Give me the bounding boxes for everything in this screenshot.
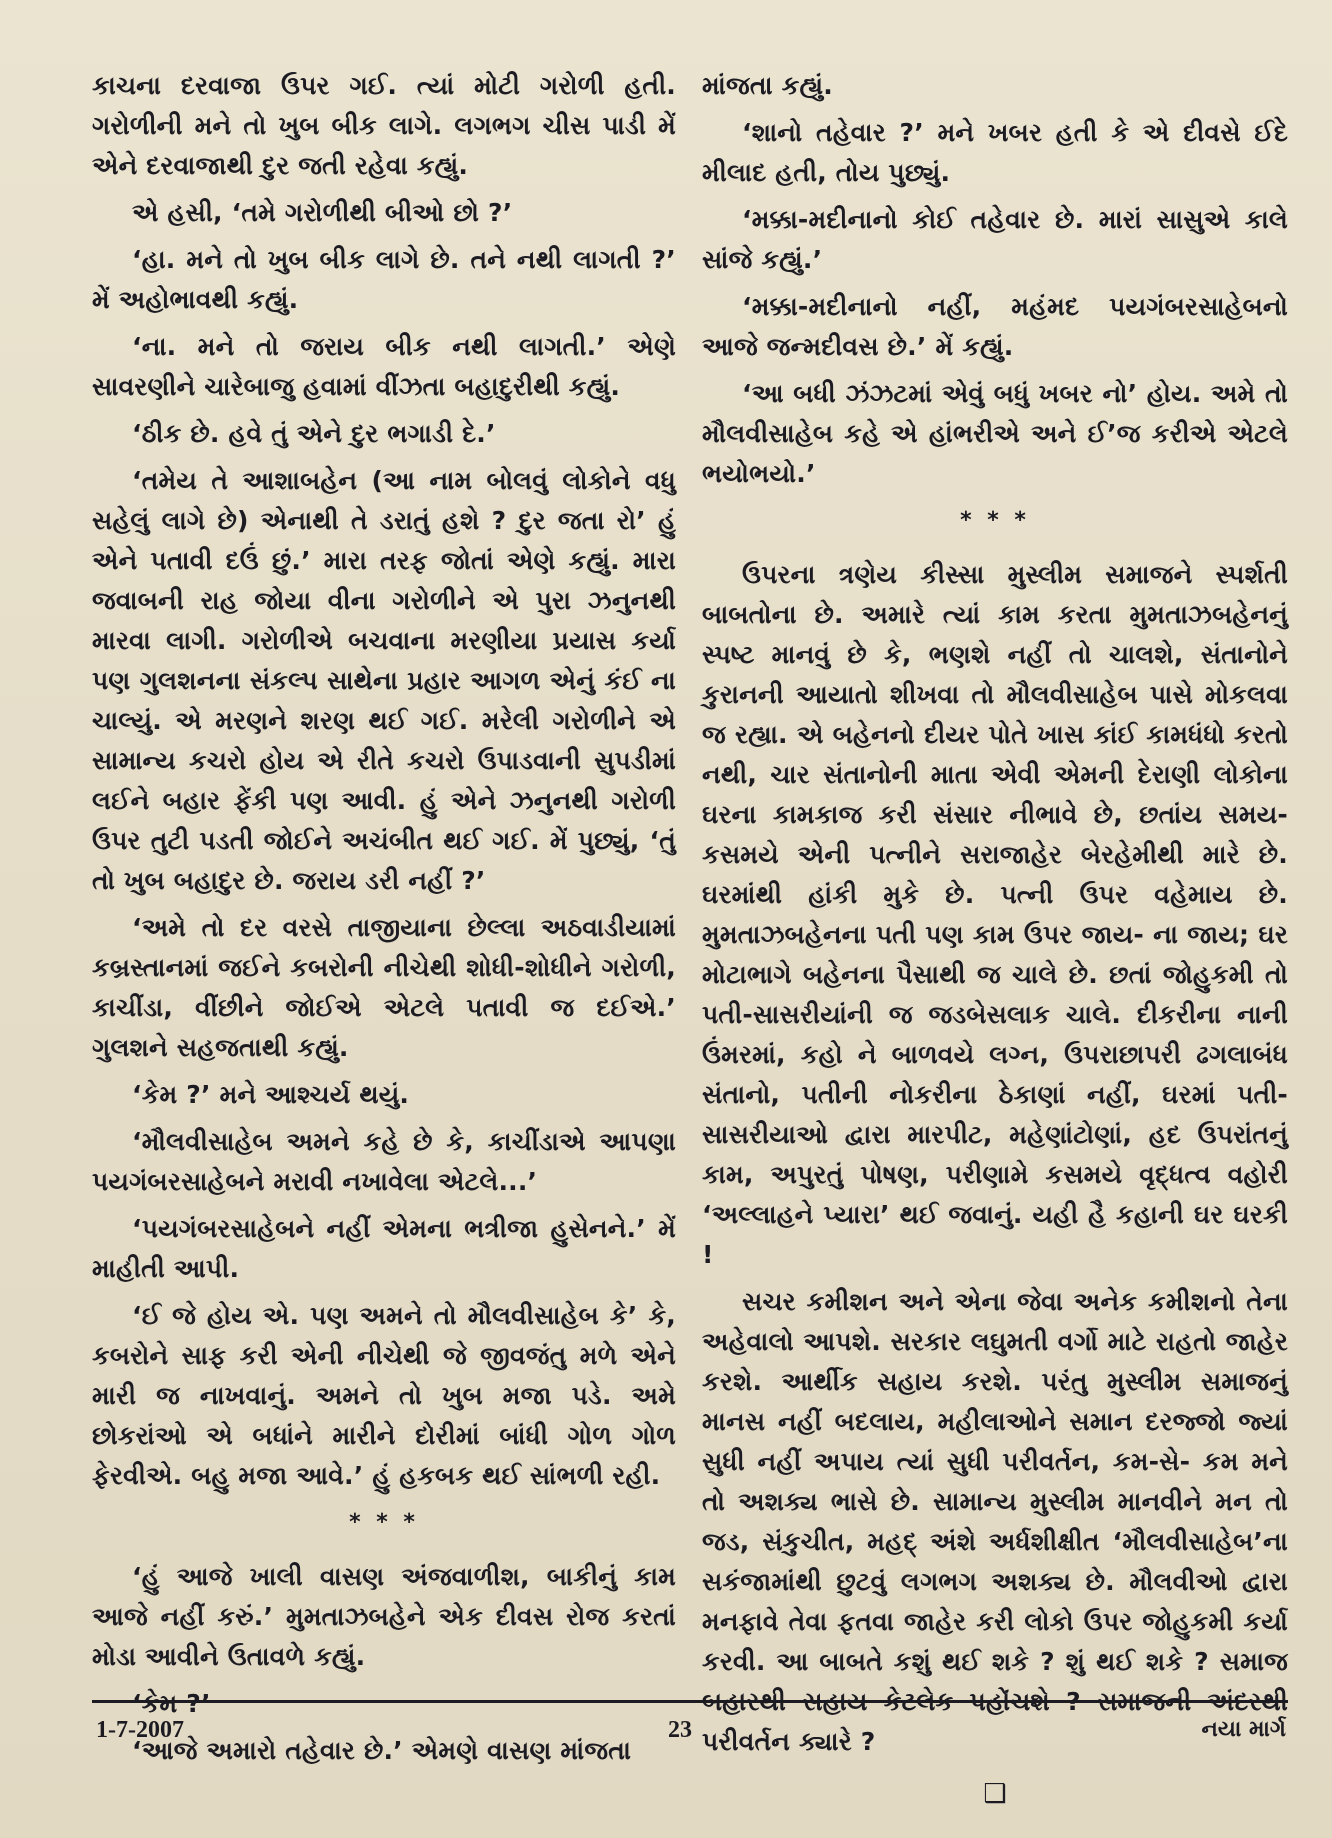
left-paragraph: ‘તમેય તે આશાબહેન (આ નામ બોલવું લોકોને વધુ સહેલું લાગે છે) એનાથી તે ડરાતું હશે ? દુર જતા રો’ હું એને પતાવી દઉં છું.’ મારા તરફ જોતાં એણે કહ્યું. મારા જવાબની રાહ જોયા વીના ગરોળીને એ પુરા ઝનુનથી મારવા લાગી. ગરોળીએ બચવાના મરણીયા પ્રયાસ કર્યા પણ ગુલશનના સંકલ્પ સાથેના પ્રહાર આગળ એનું કંઈ ના ચાલ્યું. એ મરણને શરણ થઈ ગઈ. મરેલી ગરોળીને એ સામાન્ય કચરો હોય એ રીતે કચરો ઉપાડવાની સુપડીમાં લઈને બહાર ફેંકી પણ આવી. હું એને ઝનુનથી ગરોળી ઉપર તુટી પડતી જોઈને અચંબીત થઈ ગઈ. મેં પુછ્યું, ‘તું તો ખુબ બહાદુર છે. જરાય ડરી નહીં ?’ (92, 466, 676, 895)
end-of-article-icon: ❑ (983, 1779, 1007, 1809)
left-paragraph: એ હસી, ‘તમે ગરોળીથી બીઓ છો ?’ (132, 198, 513, 227)
left-paragraph: ‘ઠીક છે. હવે તું એને દુર ભગાડી દે.’ (132, 419, 496, 448)
magazine-name: નયા માર્ગ (1201, 1717, 1286, 1742)
left-paragraph: ‘ના. મને તો જરાય બીક નથી લાગતી.’ એણે સાવરણીને ચારેબાજુ હવામાં વીંઝતા બહાદુરીથી કહ્યું. (92, 332, 676, 401)
left-paragraph: ‘કેમ ?’ (132, 1689, 211, 1718)
left-paragraph: ‘અમે તો દર વરસે તાજીયાના છેલ્લા અઠવાડીયામાં કબ્રસ્તાનમાં જઈને કબરોની નીચેથી શોધી-શોધીને ગરોળી, કાચીંડા, વીંછીને જોઈએ એટલે પતાવી જ દઈએ.’ ગુલશને સહજતાથી કહ્યું. (92, 913, 676, 1062)
left-paragraph: ‘હા. મને તો ખુબ બીક લાગે છે. તને નથી લાગતી ?’ મેં અહોભાવથી કહ્યું. (92, 245, 676, 314)
right-paragraph: ‘મક્કા-મદીનાનો નહીં, મહંમદ પયગંબરસાહેબનો આજે જન્મદીવસ છે.’ મેં કહ્યું. (702, 292, 1288, 361)
left-paragraph: ‘હું આજે ખાલી વાસણ અંજવાળીશ, બાકીનું કામ આજે નહીં કરું.’ મુમતાઝબહેને એક દીવસ રોજ કરતાં મોડા આવીને ઉતાવળે કહ્યું. (92, 1562, 676, 1671)
left-paragraph: કાચના દરવાજા ઉપર ગઈ. ત્યાં મોટી ગરોળી હતી. ગરોળીની મને તો ખુબ બીક લાગે. લગભગ ચીસ પાડી મેં એને દરવાજાથી દુર જતી રહેવા કહ્યું. (92, 71, 676, 180)
right-paragraph: માંજતા કહ્યું. (702, 71, 833, 100)
section-separator: * * * (349, 1510, 419, 1535)
left-paragraph: ‘આજે અમારો તહેવાર છે.’ એમણે વાસણ માંજતા (132, 1736, 632, 1765)
right-paragraph: ‘શાનો તહેવાર ?’ મને ખબર હતી કે એ દીવસે ઈદે મીલાદ હતી, તોય પુછ્યું. (702, 118, 1288, 187)
right-paragraph: સચર કમીશન અને એના જેવા અનેક કમીશનો તેના અહેવાલો આપશે. સરકાર લઘુમતી વર્ગો માટે રાહતો જાહેર કરશે. આર્થીક સહાય કરશે. પરંતુ મુસ્લીમ સમાજનું માનસ નહીં બદલાય, મહીલાઓને સમાન દરજ્જો જ્યાં સુધી નહીં અપાય ત્યાં સુધી પરીવર્તન, કમ-સે- કમ મને તો અશક્ય ભાસે છે. સામાન્ય મુસ્લીમ માનવીને મન તો જડ, સંકુચીત, મહદ્ અંશે અર્ધશીક્ષીત ‘મૌલવીસાહેબ’ના સકંજામાંથી છુટવું લગભગ અશક્ય છે. મૌલવીઓ દ્વારા મનફાવે તેવા ફતવા જાહેર કરી લોકો ઉપર જોહુકમી કર્યા કરવી. આ બાબતે કશું થઈ શકે ? શું થઈ શકે ? સમાજ બહારથી સહાય કેટલેક પહોંચશે ? સમાજની અંદરથી પરીવર્તન ક્યારે ? (702, 1287, 1288, 1756)
left-paragraph: ‘મૌલવીસાહેબ અમને કહે છે કે, કાચીંડાએ આપણા પયગંબરસાહેબને મરાવી નખાવેલા એટલે...’ (92, 1127, 676, 1196)
footer-divider (92, 1700, 1288, 1703)
section-separator: * * * (960, 508, 1030, 533)
left-paragraph: ‘કેમ ?’ મને આશ્ચર્ય થયું. (132, 1080, 410, 1109)
right-paragraph: ‘આ બધી ઝંઝટમાં એવું બધું ખબર નો’ હોય. અમે તો મૌલવીસાહેબ કહે એ હાંભરીએ અને ઈ’જ કરીએ એટલે ભયોભયો.’ (702, 379, 1288, 488)
page-number: 23 (668, 1717, 692, 1743)
left-paragraph: ‘પયગંબરસાહેબને નહીં એમના ભત્રીજા હુસેનને.’ મેં માહીતી આપી. (92, 1214, 676, 1283)
right-paragraph: ‘મક્કા-મદીનાનો કોઈ તહેવાર છે. મારાં સાસુએ કાલે સાંજે કહ્યું.’ (702, 205, 1288, 274)
left-paragraph: ‘ઈ જે હોય એ. પણ અમને તો મૌલવીસાહેબ કે’ કે, કબરોને સાફ કરી એની નીચેથી જે જીવજંતુ મળે એને મારી જ નાખવાનું. અમને તો ખુબ મજા પડે. અમે છોકરાંઓ એ બધાંને મારીને દોરીમાં બાંધી ગોળ ગોળ ફેરવીએ. બહુ મજા આવે.’ હું હકબક થઈ સાંભળી રહી. (92, 1301, 676, 1490)
issue-date: 1-7-2007 (96, 1717, 184, 1743)
right-paragraph: ઉપરના ત્રણેય કીસ્સા મુસ્લીમ સમાજને સ્પર્શતી બાબતોના છે. અમારે ત્યાં કામ કરતા મુમતાઝબહેનનું સ્પષ્ટ માનવું છે કે, ભણશે નહીં તો ચાલશે, સંતાનોને કુરાનની આયાતો શીખવા તો મૌલવીસાહેબ પાસે મોકલવા જ રહ્યા. એ બહેનનો દીયર પોતે ખાસ કાંઈ કામધંધો કરતો નથી, ચાર સંતાનોની માતા એવી એમની દેરાણી લોકોના ઘરના કામકાજ કરી સંસાર નીભાવે છે, છતાંય સમય-કસમયે એની પત્નીને સરાજાહેર બેરહેમીથી મારે છે. ઘરમાંથી હાંકી મુકે છે. પત્ની ઉપર વહેમાય છે. મુમતાઝબહેનના પતી પણ કામ ઉપર જાય- ના જાય; ઘર મોટાભાગે બહેનના પૈસાથી જ ચાલે છે. છતાં જોહુકમી તો પતી-સાસરીયાંની જ જડબેસલાક ચાલે. દીકરીના નાની ઉંમરમાં, કહો ને બાળવયે લગ્ન, ઉપરાછાપરી ઢગલાબંધ સંતાનો, પતીની નોકરીના ઠેકાણાં નહીં, ઘરમાં પતી-સાસરીયાઓ દ્વારા મારપીટ, મહેણાંટોણાં, હદ ઉપરાંતનું કામ, અપુરતું પોષણ, પરીણામે કસમયે વૃદ્ધત્વ વહોરી ‘અલ્લાહને પ્યારા’ થઈ જવાનું. યહી હૈ કહાની ઘર ઘરકી ! (702, 560, 1288, 1269)
